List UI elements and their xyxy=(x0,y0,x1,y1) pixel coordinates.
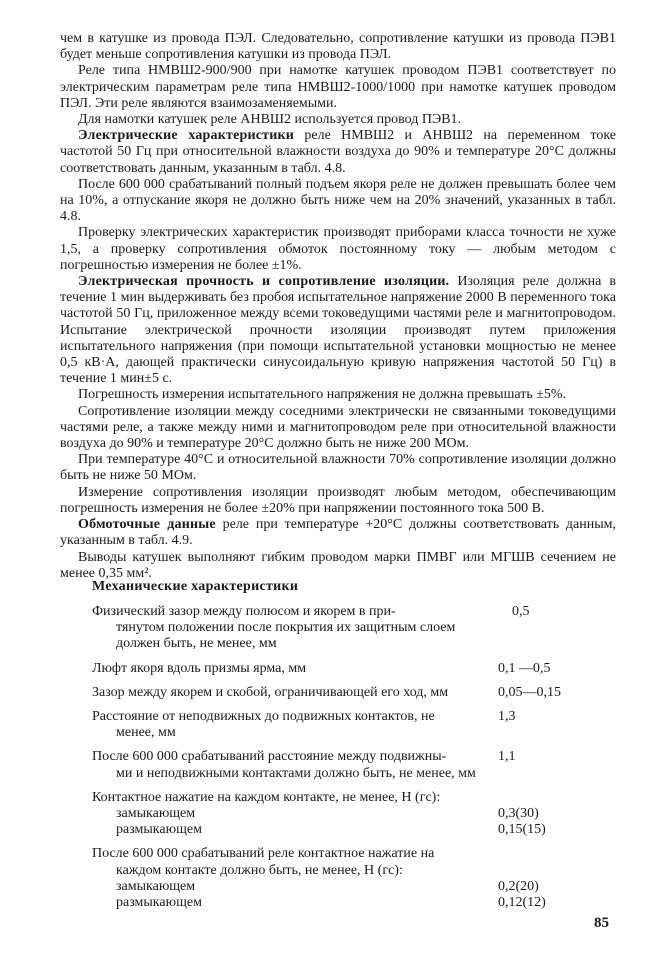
item-value: 0,5 xyxy=(498,604,530,619)
item-value: 0,05—0,15 xyxy=(498,684,561,700)
list-item: Люфт якоря вдоль призмы ярма, мм 0,1 —0,5 xyxy=(92,661,582,677)
list-item: Физический зазор между полюсом и якорем в при- тянутом положении после покрытия их защитным слоем должен быть, не менее, мм 0,5 xyxy=(92,604,582,653)
paragraph-1: чем в катушке из провода ПЭЛ. Следовательно, сопротивление катушки из провода ПЭВ1 будет меньше сопротивления катушки из провода ПЭЛ. xyxy=(60,31,616,63)
paragraph-10: При температуре 40°С и относительной влажности 70% сопротивление изоляции должно быть не ниже 50 МОм. xyxy=(60,452,616,484)
list-item: После 600 000 срабатываний реле контактное нажатие на каждом контакте должно быть, не менее, Н (гс): замыкающем размыкающем 0,2(20) 0,12(12) xyxy=(92,846,582,911)
body-text xyxy=(60,31,616,582)
item-value: 0,3(30) 0,15(15) xyxy=(498,806,546,838)
paragraph-5: После 600 000 срабатываний полный подъем якоря реле не должен превышать более чем на 10%, а отпускание якоря не должно быть ниже чем на 20% значений, указанных в табл. 4.8. xyxy=(60,176,616,225)
paragraph-winding-data: Обмоточные данные реле при температуре +20°С должны соответствовать данным, указанным в табл. 4.9. xyxy=(60,517,616,549)
paragraph-3: Для намотки катушек реле АНВШ2 используется провод ПЭВ1. xyxy=(78,112,462,128)
list-item: Контактное нажатие на каждом контакте, не менее, Н (гс): замыкающем размыкающем 0,3(30) 0,15(15) xyxy=(92,790,582,839)
item-value: 0,1 —0,5 xyxy=(498,660,551,676)
item-value: 1,1 xyxy=(498,749,516,765)
page-number: 85 xyxy=(594,915,609,931)
paragraph-8: Погрешность измерения испытательного напряжения не должна превышать ±5%. xyxy=(78,387,567,403)
paragraph-insulation: Электрическая прочность и сопротивление изоляции. Изоляция реле должна в течение 1 мин выдерживать без пробоя испытательное напряжение 2000 В переменного тока частотой 50 Гц, приложенное между всеми токоведущими частями реле и магнитопроводом. Испытание электрической прочности изоляции производят путем приложения испытательного напряжения (при помощи испытательной установки мощностью не менее 0,5 кВ·А, дающей практически синусоидальную кривую напряжения частотой 50 Гц) в течение 1 мин±5 с. xyxy=(60,274,616,387)
paragraph-electrical-characteristics: Электрические характеристики реле НМВШ2 и АНВШ2 на переменном токе частотой 50 Гц при относительной влажности воздуха до 90% и температуре 20°С должны соответствовать данным, указанным в табл. 4.8. xyxy=(60,128,616,176)
list-item: Расстояние от неподвижных до подвижных контактов, не менее, мм 1,3 xyxy=(92,709,582,741)
paragraph-9: Сопротивление изоляции между соседними электрически не связанными токоведущими частями реле, а также между ними и магнитопроводом реле при относительной влажности воздуха до 90% и температуре 20°С должно быть не ниже 200 МОм. xyxy=(60,403,616,452)
run-in-heading: Электрическая прочность и сопротивление изоляции. xyxy=(78,274,450,290)
list-item: После 600 000 срабатываний расстояние между подвижны- ми и неподвижными контактами должно быть, не менее, мм 1,1 xyxy=(92,749,582,781)
list-item: Зазор между якорем и скобой, ограничивающей его ход, мм 0,05—0,15 xyxy=(92,685,582,701)
section-title: Механические характеристики xyxy=(92,579,299,594)
paragraph-2: Реле типа НМВШ2-900/900 при намотке катушек проводом ПЭВ1 соответствует по электрическим параметрам реле типа НМВШ2-1000/1000 при намотке катушек проводом ПЭЛ. Эти реле являются взаимозаменяемыми. xyxy=(60,63,616,111)
paragraph-13: Выводы катушек выполняют гибким проводом марки ПМВГ или МГШВ сечением не менее 0,35 мм². xyxy=(60,549,616,581)
run-in-heading: Обмоточные данные xyxy=(78,517,216,533)
paragraph-11: Измерение сопротивления изоляции производят любым методом, обеспечивающим погрешность измерения не более ±20% при напряжении постоянного тока 500 В. xyxy=(60,484,616,516)
run-in-heading: Электрические характеристики xyxy=(78,128,295,144)
mechanical-characteristics-list xyxy=(92,604,582,911)
item-value: 0,2(20) 0,12(12) xyxy=(498,878,546,911)
paragraph-6: Проверку электрических характеристик производят приборами класса точности не хуже 1,5, а проверку сопротивления обмоток постоянному току — любым методом с погрешностью измерения не более ±1%. xyxy=(60,225,616,273)
item-value: 1,3 xyxy=(498,709,516,725)
